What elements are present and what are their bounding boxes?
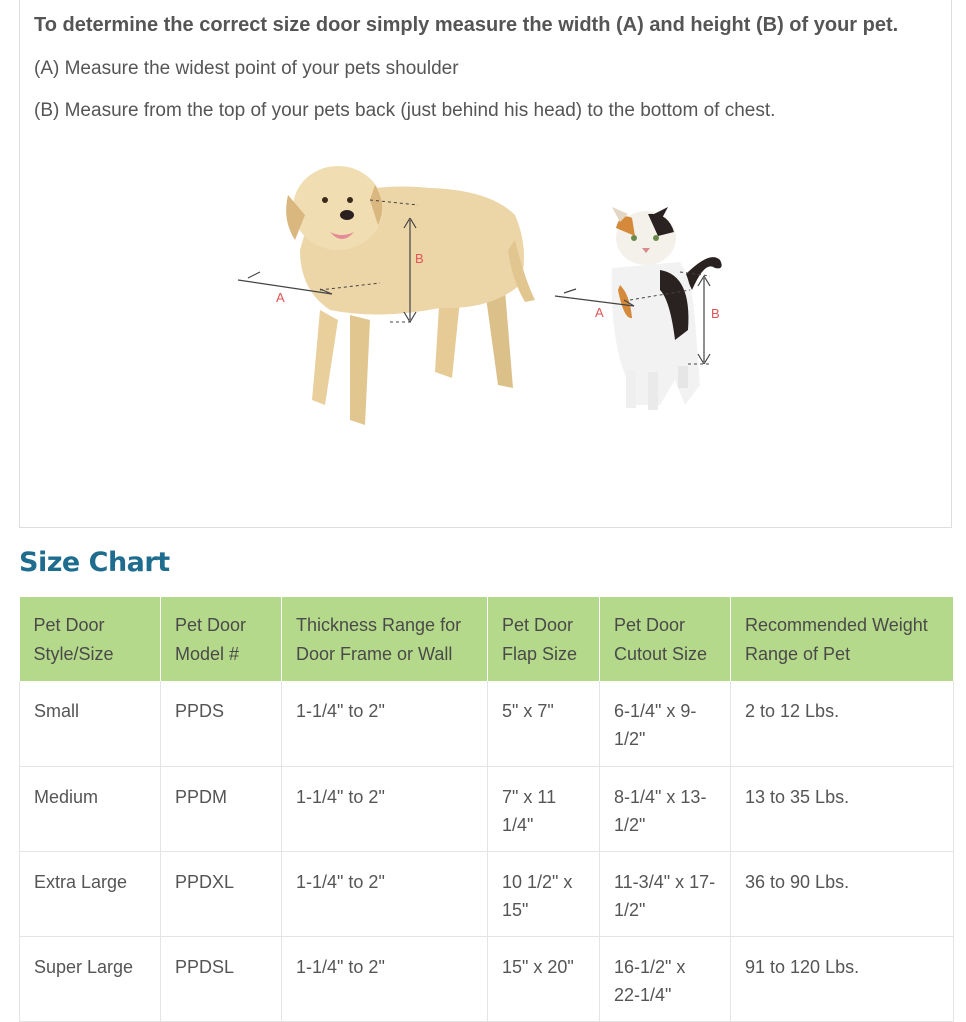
table-cell: 91 to 120 Lbs. [731, 936, 954, 1021]
measure-b-instruction: (B) Measure from the top of your pets back (just behind his head) to the bottom of chest. [34, 100, 776, 121]
size-chart-table [19, 597, 954, 1022]
table-cell: 8-1/4" x 13-1/2" [600, 766, 731, 851]
dog-label-a: A [276, 290, 285, 305]
cat-label-a: A [595, 305, 604, 320]
table-cell: 10 1/2" x 15" [488, 851, 600, 936]
column-header-weight-range: Recommended Weight Range of Pet [731, 597, 954, 681]
table-row [20, 936, 954, 1021]
table-cell: Small [20, 681, 161, 766]
column-header-style-size: Pet Door Style/Size [20, 597, 161, 681]
size-chart-title: Size Chart [19, 547, 170, 578]
table-cell: 5" x 7" [488, 681, 600, 766]
table-cell: PPDSL [161, 936, 282, 1021]
table-row [20, 851, 954, 936]
table-cell: PPDM [161, 766, 282, 851]
table-cell: 15" x 20" [488, 936, 600, 1021]
table-cell: 16-1/2" x 22-1/4" [600, 936, 731, 1021]
column-header-cutout-size: Pet Door Cutout Size [600, 597, 731, 681]
table-cell: 1-1/4" to 2" [282, 936, 488, 1021]
cat-label-b: B [711, 306, 720, 321]
table-header-row [20, 597, 954, 681]
table-cell: Medium [20, 766, 161, 851]
intro-heading: To determine the correct size door simply measure the width (A) and height (B) of your pet. [34, 14, 899, 36]
pet-measurement-illustration [20, 0, 953, 528]
table-cell: 11-3/4" x 17-1/2" [600, 851, 731, 936]
table-cell: 2 to 12 Lbs. [731, 681, 954, 766]
table-cell: 1-1/4" to 2" [282, 766, 488, 851]
table-cell: 1-1/4" to 2" [282, 681, 488, 766]
table-row [20, 681, 954, 766]
table-cell: 7" x 11 1/4" [488, 766, 600, 851]
table-cell: Extra Large [20, 851, 161, 936]
dog-label-b: B [415, 251, 424, 266]
table-cell: PPDXL [161, 851, 282, 936]
table-cell: 36 to 90 Lbs. [731, 851, 954, 936]
measure-a-instruction: (A) Measure the widest point of your pets shoulder [34, 58, 459, 79]
column-header-model: Pet Door Model # [161, 597, 282, 681]
column-header-flap-size: Pet Door Flap Size [488, 597, 600, 681]
table-cell: 1-1/4" to 2" [282, 851, 488, 936]
dog-illustration [238, 166, 535, 425]
table-row [20, 766, 954, 851]
table-cell: PPDS [161, 681, 282, 766]
table-cell: 6-1/4" x 9-1/2" [600, 681, 731, 766]
table-cell: 13 to 35 Lbs. [731, 766, 954, 851]
cat-illustration [555, 207, 722, 410]
column-header-thickness: Thickness Range for Door Frame or Wall [282, 597, 488, 681]
measuring-instructions-panel [19, 0, 952, 528]
table-cell: Super Large [20, 936, 161, 1021]
